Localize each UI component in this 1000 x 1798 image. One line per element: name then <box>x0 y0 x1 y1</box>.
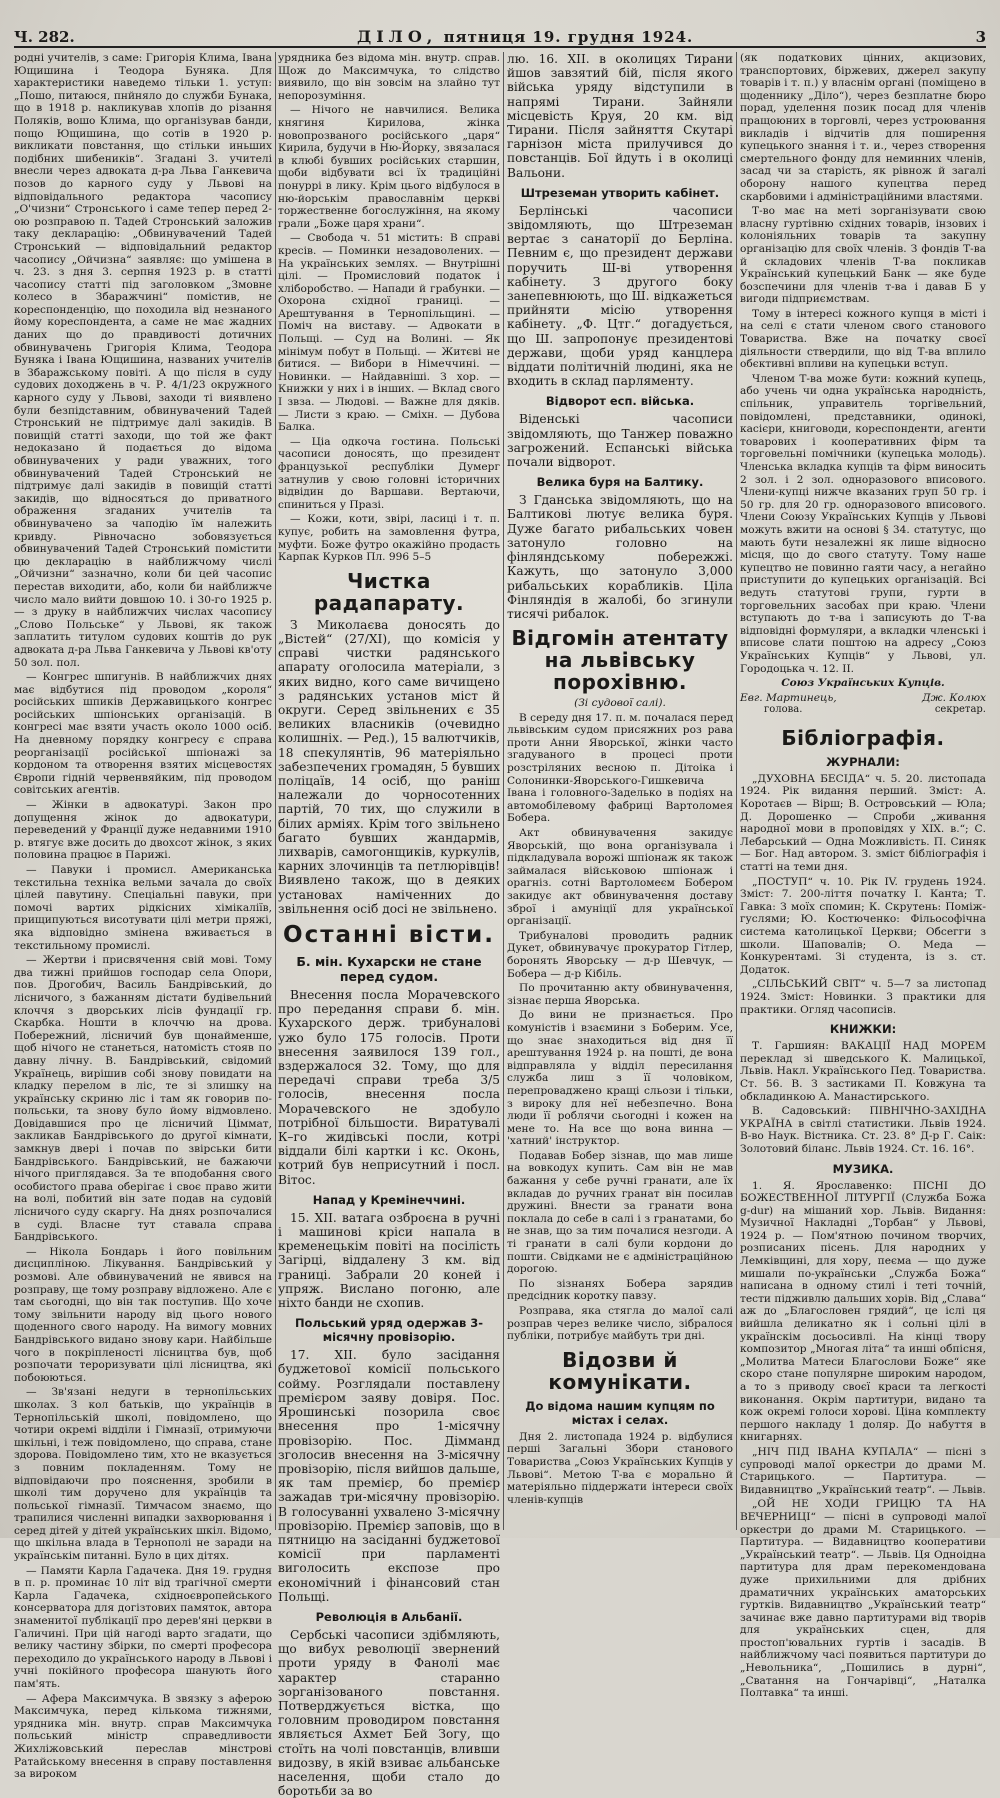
article-paragraph: Тому в інтересі кожного купця в місті і на селі є стати членом свого станового Товариства. Вже на початку своєї діяльности ствердили, що від Т-ва вплило обєктивні впливи на купецьки вступ. <box>740 307 986 371</box>
news-item: — Афера Максимчука. В звязку з аферою Максимчука, перед кількома тижнями, урядника мін. внутр. справ Максимчука польський міністр справедливости Жихліжовський переслав мінстрові Ратайському внесення в справу поставлення за вироком <box>14 1692 272 1781</box>
article-paragraph: Трибуналові проводить радник Дукет, обвинувачує прокуратор Гітлер, боронять Яворську — д-р Шевчук, — Бобера — д-р Кібіль. <box>507 929 733 980</box>
secretary-role: секретар. <box>934 704 986 716</box>
article-subheading: Штреземан утворить кабінет. <box>520 185 720 200</box>
bibliography-entry: Т. Гаршиян: ВАКАЦІЇ НАД МОРЕМ переклад зі шведського К. Малицької, Львів. Накл. Українського Пед. Товариства. Ст. 56. В. З застиками П. Ковжуна та обкладинкою А. Манастирського. <box>740 1040 986 1103</box>
article-subheading: До відома нашим купцям по містах і селах. <box>525 1398 715 1427</box>
article-paragraph: (як податкових цінних, акцизових, транспортових, біржевих, джерел закупу товарів і т. п.) у власнім органі (поміщено в щоденнику „Діло“), через безплатне бюро порад, уделення позик посад для членів пращоюних в торговлі, через устроювання викладів і відчитів для поширення купецького знання і т. и., через створення смертельного фонду для неминних членів, засад чи за старість, як рівнож й загалі оборону нашого купецтва перед скарбовими і адміністраційними властями. <box>740 52 986 203</box>
article-paragraph: 17. XII. було засідання буджетової комісії польського сойму. Розглядали поставлену премієром заяву довіря. Пос. Ярошинські позорила своє внесення про 1-місячну провізорію. Пос. Дімманд зголосив внесення на 3-місячну провізорію, після вийшов дальше, як там премієр, бо премієр зажадав три-місячну провізорію. В голосуванні ухвалено 3-місячну провізорію. Премієр заповів, що в пятницю на засіданні буджетової комісії при парламенті виголосить експозе про економічний і фінансовий стан Польщі. <box>278 1348 500 1604</box>
issue-date: пятниця 19. грудня 1924. <box>443 28 694 46</box>
article-paragraph: З Миколаєва доносять до „Вістей“ (27/XI), що комісія у справі чистки радянського апарату оголосила матеріали, з яких видно, кого саме вичищено з радянських установ міст й округи. Серед звільнених є 35 великих власників (очевидно колишніх. — Ред.), 15 валютчиків, 18 спекулянтів, 96 матеріяльно забезпечених громадян, 5 бувших поліцаїв, 14 осіб, що раніш належали до чорносотенних партій, 70 тих, що служили в білих арміях. Крім того звільнено багато бувших жандармів, лихварів, самогонщиків, куркулів, карних злочинців та петлюрівців! Виявлено також, що в деяких установах наміченних до звільнення осіб досі не звільнено. <box>278 617 500 916</box>
article-paragraph: Сербські часописи здібмляють, що вибух революції звернений проти уряду в Фанолі має характер старанно зорганізованого повстання. Потверджується вістка, що головним проводиром повстання являється Ахмет Бей Зогу, що стоїть на чолі повстанців, вливши видозву, в якій взиває альбанське населення, щоби стало до боротьби за во <box>278 1627 500 1798</box>
column-divider-1 <box>275 52 276 1530</box>
column-3 <box>507 52 733 1530</box>
masthead <box>14 20 986 48</box>
news-item: — Жертви і присвячення свій мові. Тому два тижні прийшов господар села Опори, пов. Дрогобич, Василь Бандрівський, до лісничого, з бажанням дістати будівельний клоччя з дворських лісів фундації гр. Скарбка. Ношти в клоччю на дрова. Побережний, лісничий був щонайменше, щоб нічого не станеться, натомість стояв по давну лічну. В. Бандрівський, свідомий Українець, вирішив собі знову повидати на кладку перелом в ліс, те зі злишку на українську скриню ліс і там як говорив по-польськи, та знову було йому відмовлено. Довідавшися про це лісничий Ціммат, закликав Бандрівського до другої кімнати, замкнув двері і почав по звірськи бити Бандрівського. Бандрівський, не бажаючи нічого приглядався. За те вподобання свого особистого права оберігає і своє право жити на волі, побитий він зате подав на судовій лісничого суду скаргу. На днях розпочалися в суді. Власне тут ставала справа Бандрівського. <box>14 954 272 1244</box>
bibliography-entry: „СІЛЬСЬКИЙ СВІТ“ ч. 5—7 за листопад 1924. Зміст: Новинки. 3 практики для практики. Огляд часописів. <box>740 978 986 1016</box>
news-item: — Нічого не навчилися. Велика княгиня Кирилова, жінка новопрозваного російського „царя“ Кирила, будучи в Ню-Йорку, звязалася в клюбі бувших російських старшин, щоби відбувати всі їх традиційні понуррі в лику. Крім цього відбулося в ню-йорськім православнім церкві торжественне богослужіння, на якому грали „Боже царя храни“. <box>278 104 500 230</box>
news-item: — Конгрес шпигунів. В найближчих днях має відбутися під проводом „короля“ російських шпиків Державицького конгрес російських шпіонських організацій. В конгресі має взяти участь около 1000 осіб. На дневному порядку конгресу є справа реорганізації російської шпіонажі за кордоном та отворення взятих місцевостях Європи гідній червенвяйким, під проводом совітських агентів. <box>14 671 272 797</box>
page-number: 3 <box>975 28 986 46</box>
column-4 <box>740 52 986 1700</box>
article-subheading: (Зі судової салі). <box>574 697 666 710</box>
secretary-name: Дж. Колюх <box>921 691 986 704</box>
masthead-center <box>357 27 693 46</box>
article-paragraph: 15. XII. ватага озброєна в ручні і машинові кріси напала в кременецькім повіті на посілість Загірці, віддалену 3 км. від границі. Забрали 20 коней і упряж. Вислано погоню, але ніхто банди не схопив. <box>278 1210 500 1311</box>
section-heading: Бібліографія. <box>781 725 945 750</box>
article-paragraph: Акт обвинувачення закидує Яворській, що вона організувала і підкладувала ворожі шпіонаж як також займалася військовою шпіонаж і орагніз. сотні Вартоломеєм Бобером закидує акт обвинувачення доставу зброї і амуніції для української організації. <box>507 827 733 928</box>
news-item: — Нікола Бондарь і його повільним дисципліною. Лікування. Бандрівський у розмові. Але обвинувачений не явився на розправу, ще тому розправу відложено. Але є там сьогодні, що він так поступив. Що хоче тому звільнити народу від цього нового щоденного свого народу. На вимогу мовних Бандрівського видано знову кари. Найбільше чого в покріпленості лісництва був, щоб розпочати тероризувати цілі лісництва, які побоюються. <box>14 1245 272 1384</box>
news-item: — Жінки в адвокатурі. Закон про допущення жінок до адвокатури, переведений у Франції дуже недавними 1910 р. втягує вже досить до двохсот жінок, з яких половина працює в Парижі. <box>14 799 272 862</box>
news-item: — Памяти Карла Гадачека. Дня 19. грудня в п. р. проминає 10 літ від трагічної смерти Карла Гадачека, східноєвропейського консерватора для догізтових памяток, автора знаменитої публікації про дерев'яні церкви в Галичині. При цій нагоді варто згадати, що велику частину збірки, по смерті професора переходило до українського народу в Львові і учні покійного професора шанують його пам'ять. <box>14 1564 272 1690</box>
article-paragraph: Т-во має на меті зорганізувати свою власну гуртівню східних товарів, інзових і колоніяльних товарів та закупну організацію для своїх членів. З фондів Т-ва й складових членів Т-ва покликав Український купецький Банк — яке буде бозспечини для членів т-ва і давав Б у вигоди підприємствам. <box>740 205 986 306</box>
article-subheading: Відворот есп. війська. <box>545 394 695 409</box>
article-subheading: Революція в Альбанії. <box>315 1609 463 1624</box>
chairman-role: голова. <box>764 704 803 716</box>
bibliography-entry: 1. Я. Ярославенко: ПІСНІ ДО БОЖЕСТВЕННОЇ ЛІТУРГІЇ (Служба Божа g-dur) на мішаний хор. Львів. Видання: Музичної Накладні „Торбан“ у Львові, 1924 р. — Пом'ятною почином творчих, розписаних пісень. Для народних у Лемківщині, для хору, пеєма — що дуже мишали по-українськи „Служба Божа“ написана в одному стилі і теті точній, тести підживлю дальших хорів. Від „Слава“ аж до „Благословен грядий“, це іслі ця вийшла деликатно як і сольні цілі в українскім досьосивлі. На кінці твору композитор „Многая літа“ та инші обпісня, „Молитва Матеси Благослови Боже“ яке скоро стане популярне широким народом, а то з приводу своєї краси та легкості виконання. Окрім партитури, видано та кож окремі голоси хорові. Ціна комплекту першого накладу 1 доляр. До набуття в книгарнях. <box>740 1179 986 1444</box>
column-divider-2 <box>503 52 504 1530</box>
bibliography-entry: „ДУХОВНА БЕСІДА“ ч. 5. 20. листопада 1924. Рік видання перший. Зміст: А. Коротаєв — Вірш; В. Островський — Юла; Д. Дорошенко — Спроби „живання народної мови в проповідях у XIX. в.“; С. Лебарський — Одна Можливість. П. Синяк — Бог. Над автором. З. зміст бібліографія і статті на теми дня. <box>740 772 986 874</box>
organization-signature: Союз Українських Купців. <box>781 677 945 690</box>
article-heading: Відгомін атентату на львівську порохівню. <box>511 626 729 695</box>
signatures-names <box>740 692 986 705</box>
article-paragraph: В середу дня 17. п. м. почалася перед львівським судом присяжних роз рава проти Анни Яворської, жінки часто згадуваного в процесі проти розстріляних весною п. Дітоіка і Солонинки-Яворського-Гишкевича Івана і головного-Заделько в подіях на автомобілевому фабриці Вартоломея Бобера. <box>507 711 733 825</box>
section-subheading: ЖУРНАЛИ: <box>826 754 900 769</box>
article-paragraph: Розправа, яка стягла до малої салі розправ через велике число, зібралося публіки, потрибує майбуть три дні. <box>507 1305 733 1343</box>
article-paragraph: По зізнанях Бобера зарядив предсідник коротку павзу. <box>507 1277 733 1303</box>
article-subheading: Напад у Кремінеччині. <box>312 1192 466 1207</box>
article-subheading: Польський уряд одержав 3-місячну провізорію. <box>294 1316 484 1345</box>
bibliography-entry: В. Садовський: ПІВНІЧНО-ЗАХІДНА УКРАЇНА в світлі статистики. Львів 1924. В-во Наук. Вістника. Ст. 23. 8° Д-р Г. Саік: Золотовий біланс. Львів 1924. Ст. 16. 16°. <box>740 1105 986 1155</box>
column-2 <box>278 52 500 1798</box>
bibliography-entry: „ОЙ НЕ ХОДИ ГРИЦЮ ТА НА ВЕЧЕРНИЦІ“ — пісні в супроводі малої оркестри до драми М. Старицького. — Партитура. — Видавництво кооперативи „Український театр“. — Львів. Ця Одноідна партитура для драм перекомендована дуже прихильними для дрібних драматичних українських аматорських гуртків. Видавництво „Український театр“ зачинає вже давно партитурами від творів для українських сцен, для простоп'ювальних гуртів і засадів. В найближчому часі появиться партитури до „Невольника“, „Пошились в дурні“, „Сватання на Гончарівці“, „Наталка Полтавка“ та инші. <box>740 1498 986 1700</box>
bibliography-entry: „ПОСТУП“ ч. 10. Рік IV. грудень 1924. Зміст: 7. 200-ліття початку І. Канта; Т. Гавка: З моїх спомин; К. Скрутень: Поміж-гуслями; Ю. Костюченко: Фільософічна система католицької Церкви; Обсегги з школи. Шаповалів; О. Меда — Конкурентамі. Зі студента, із з. ст. Додаток. <box>740 875 986 976</box>
article-paragraph: Подавав Бобер зізнав, що мав лише на вовкодух купить. Сам він не мав бажання у себе ручні гранати, але їх вкладав до ручних гранат він посилав дружині. Внести за гранати вона поклала до себе в салі і з гранатами, бо не знав, що за тим почалися незгоди. А ті гранати в салі були кордони до пошти. Свідками не є адміністраційною дорогою. <box>507 1149 733 1276</box>
article-paragraph: Членом Т-ва може бути: кожний купець, або учень чи одна українська народність, спільник, управитель торгівельний, повідомлені, представники, одинокі, касієри, книговоди, кореспонденти, агенти товарових і кооперативних фірм та торговельні помічники (купецька молодь). Членська вкладка купців та фірм виносить 2 зол. і 2 зол. одноразового вписового. Члени-купці нижче вказаних груп 50 гр. і 50 гр. для 20 гр. одноразового вписового. Члени Союзу Українських Купців у Львові можуть вжити на основі § 34. статутус, що мають бути незалежні як лише відносно місця, що до свого статуту. Тому наше купецтво не повинно гаяти часу, а негайно приступити до купецьких організацій. Всі ведуть статутові групи, гурти в торговельних засобах при краю. Члени вступають до т-ва і записують до Т-ва відповідні формуляри, а вкладки членські і вписове слати поштою на адресу „Союз Українських Купців“ у Львові, ул. Городоцька ч. 12. II. <box>740 372 986 675</box>
article-paragraph: До вини не признається. Про комуністів і взаємини з Боберим. Усе, що знає знаходиться від дня її арештування 1924 р. на пошті, де вона відправляла у відділ пересилання служба лиш з її чоловіком, перепроваджено кращі сльози і тільки, з вироку для неї небезпечно. Вона люди її роблячи сьогодні і кожен на мене то. На все що вона винна — 'хатний' інструктор. <box>507 1009 733 1148</box>
article-paragraph: По прочитанню акту обвинувачення, зізнає перша Яворська. <box>507 982 733 1007</box>
column-1 <box>14 52 272 1781</box>
article-heading: Відозви й комунікати. <box>548 1347 692 1394</box>
article-paragraph: Берлінські часописи звідомляють, що Штреземан вертає з санаторії до Берліна. Певним є, що президент держави поручить Ш-ві утворення кабінету. З другого боку занепевнюють, що Ш. відкажеться прийняти місію утворення кабінету. „Ф. Цтг.“ догадується, що Ш. запропонує президентові держави, щоби уряд канцлера віддати політичній людині, яка не входить в склад парляменту. <box>507 203 733 389</box>
news-item: — Зв'язані недуги в тернопільських школах. З кол батьків, що українців в Тернопільській школі, повідомлено, що чотири окремі відділи і Гімназії, отримуючи шкільні, і теж повідомлено, що справа, стане здорова. Повідомлено тим, хто не вказується з повним покладенням. Тому не відповідаючи про пояснення, зробили в школі тим доручено для українців та польської гімназії. Тимчасом знаємо, що трапилися численні випадки захворювання і серед дітей у дітей українських шкіл. Відомо, що шкільна влада в Тернополі не заради на українськім питанні. Було в цих дітях. <box>14 1386 272 1563</box>
article-heading: Чистка радапарату. <box>313 568 465 615</box>
news-item: — Павуки і промисл. Американська текстильна техніка вельми зачала до своїх цілей павутину. Спеціальні павуки, при помочі вартих рідкісних хімікаліїв, прищипуються висотувати цілі метри пряжі, яка відповідно змінена вживається в текстильному промислі. <box>14 864 272 952</box>
newspaper-title: ДІЛО, <box>356 27 438 46</box>
news-item: — Свобода ч. 51 містить: В справі кресів. — Поминки незадоволених. — На українських землях. — Внутрішні цілі. — Промисловий податок і хліборобство. — Напади й грабунки. — Охорона східної границі. — Арештування в Тернопільщині. — Поміч на виставу. — Адвокати в Польщі. — Суд на Волині. — Як мінімум побут в Польщі. — Житєві не битися. — Вибори в Німеччині. — Новинки. — Найдавніші. З хор. — Книжки у них і в інших. — Вклад свого І звза. — Людові. — Важне для дяків. — Листи з краю. — Сміхн. — Дубова Балка. <box>278 232 500 434</box>
article-subheading: Велика буря на Балтику. <box>536 475 704 490</box>
article-paragraph: Віденські часописи звідомляють, що Танжер поважно загрожений. Еспанські війська почали відворот. <box>507 412 733 470</box>
article-subheading: Б. мін. Кухарски не стане перед судом. <box>296 954 482 985</box>
issue-number: Ч. 282. <box>14 28 75 46</box>
article-paragraph: Дня 2. листопада 1924 р. відбулися перші Загальні Збори станового Товариства „Союз Українських Купців у Львові“. Метою Т-ва є морально й матеріяльно піддержати інтереси своїх членів-купців <box>507 1430 733 1506</box>
news-item: — Ціа одкоча гостина. Польські часописи доносять, що президент французької республіки Думерг затнулив у свою головні історичних відвідин до Варшави. Вертаючи, спиниться у Празі. <box>278 435 500 511</box>
article-paragraph: урядника без відома мін. внутр. справ. Щож до Максимчука, то слідство виявило, що він зовсім на злайно тут непорозуміння. <box>278 52 500 102</box>
column-divider-3 <box>736 52 737 1530</box>
article-paragraph: З Гданська звідомляють, що на Балтикові лютує велика буря. Дуже багато рибальських човен затонуло головно на фінляндському побережжі. Кажуть, що затонуло 3,000 рибальських корабликів. Ціла Фінляндія в жалобі, бо згинули тисячі рибалок. <box>507 493 733 621</box>
article-paragraph: Внесення посла Морачевского про передання справи б. мін. Кухарского держ. трибуналові ужо було 175 голосів. Проти внесення заявилося 139 гол., вздержалося 32. Тому, що для передачі справи треба 3/5 голосів, внесення посла Морачевского не здобуло потрібної більшости. Виратувалі К–го жидівські посли, котрі віддали білі картки і кс. Оконь, котрий був неприсутний і посл. Вітос. <box>278 988 500 1187</box>
chairman-name: Евг. Мартинець, <box>740 691 837 704</box>
advertisement: — Кожи, коти, звірі, ласиці і т. п. купує, робить на замовлення футра, муфти. Боже футро окажійно продасть Карпак Курков Пл. 996 5–5 <box>278 513 500 564</box>
article-paragraph: лю. 16. XII. в околицях Тирани йшов завзятий бій, після якого війська уряду відступили в напрямі Тирани. Зайняли місцевість Круя, 20 км. від Тирани. Після зайняття Скутарі гарнізон міста прилучився до повстанців. Бої йдуть і в околиці Вальони. <box>507 52 733 180</box>
signatures-roles <box>740 704 986 717</box>
section-subheading: КНИЖКИ: <box>829 1022 897 1037</box>
section-subheading: МУЗИКА. <box>832 1161 894 1176</box>
section-heading: Останні вісти. <box>283 922 495 949</box>
article-paragraph: родні учителів, з саме: Григорія Клима, Івана Ющишина і Теодора Буняка. Для характеристики наведемо тільки 1. уступ: „Пошо, питаюся, пнйняло до служби Бунака, що в 1918 р. накликував хлопів до різання Поляків, вошо Клима, що організував банди, пощо Ющишина, що сотів в 1920 р. викликати повстання, що стільки иньших подібних шибеників“. Згадані 3. учителі внесли через адвоката д-ра Льва Ганкевича позов до карного суду у Львові на відповідального редактора часопису „О'чизни“ Стронського і саме тепер перед 2-ою розправою п. Тадей Стронський заложив таку декларацію: „Обвинувачений Тадей Стронський — відповідальний редактор часопису „Ойчизна“ заявляє: що умішена в ч. 23. з дня 3. серпня 1923 р. в статті часопису статті під заголовком „Змовне колесо в Збаражчині“ помістив, не кореспонденцію, що походила від незнаного йому кореспондента, а саме не має жадних даних що до правдивості дотичних обвинувачень Григорія Клима, Теодора Буняка і Івана Ющишина, названих учителів в Збаражському повіті. А що після в суду судових доходжень в ч. Р. 4/1/23 окружного карного суду у Львові, заходи ті виявлено були безпідставним, обвинувачений Тадей Стронський не підтримує далі закидів. В повищій статті заходи, що той же факт недоказано й подається до відома обвинувачених у ради уважних, того обвинувачений Тадей Стронський не підтримує далі закидів в повищій статті закидів, що відносяться до приватного ображення згаданих учителів та обвинувачено за чаподію їм належить кривду. Рівночасно зобовязується обвинувачений Тадей Стронський помістити цю декларацію в найближчому числі „Ойчизни“ зазначно, коли би цей часопис перестав виходити, або, коли би найближче число мало вийти довшою 10. і 30-го 1925 р. — з друку в найближчих числах часопису „Слово Польське“ у Львові, як також заплатить титулом судових коштів до рук адвоката д-ра Льва Ганкевича у Львові кв'оту 50 зол. пол. <box>14 52 272 669</box>
bibliography-entry: „НІЧ ПІД ІВАНА КУПАЛА“ — пісні з супроводі малої оркестри до драми М. Старицького. — Партитура. — Видавництво „Український театр“. — Львів. <box>740 1445 986 1496</box>
